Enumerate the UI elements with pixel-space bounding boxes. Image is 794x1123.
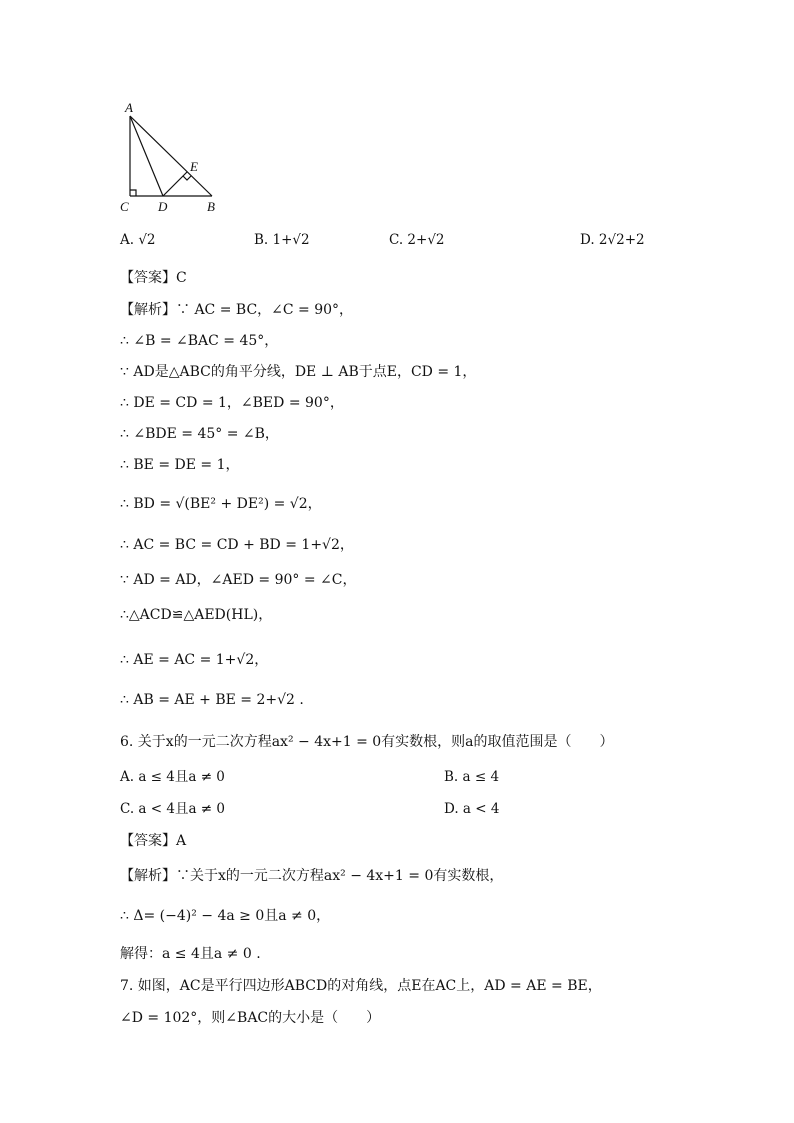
right-angle-mark-e [183,176,191,180]
q6-option-b: B. a ≤ 4 [444,769,500,785]
q5-option-b: B. 1+√2 [254,232,310,248]
q5-solution-line: ∵ AD = AD，∠AED = 90° = ∠C， [120,572,357,588]
q5-solution-line: 【解析】∵ AC = BC，∠C = 90°， [120,302,354,318]
q5-option-a: A. √2 [120,232,156,248]
triangle-figure [112,98,232,218]
q5-solution-line: ∴ AE = AC = 1+√2， [120,652,269,668]
q5-solution-line: ∴ AC = BC = CD + BD = 1+√2， [120,537,354,553]
label-d: D [158,199,168,214]
label-c: C [120,199,129,214]
segment-ab [130,116,212,196]
q5-option-c: C. 2+√2 [389,232,445,248]
q6-option-a: A. a ≤ 4且a ≠ 0 [120,769,225,785]
q7-question-line-2: ∠D = 102°，则∠BAC的大小是（ ） [120,1010,381,1026]
label-a: A [125,100,133,115]
q5-solution-line: ∴ BD = √(BE² + DE²) = √2， [120,496,322,512]
q6-option-d: D. a < 4 [444,801,500,817]
q5-solution-line: ∴ BE = DE = 1， [120,457,240,473]
q5-solution-line: ∴ ∠BDE = 45° = ∠B， [120,426,279,442]
q5-solution-line: ∴ DE = CD = 1，∠BED = 90°， [120,395,344,411]
q6-option-c: C. a < 4且a ≠ 0 [120,801,225,817]
segment-ad [130,116,163,196]
q5-solution-line: ∴ AB = AE + BE = 2+√2 . [120,692,304,708]
label-b: B [207,199,215,214]
q7-question-line-1: 7. 如图，AC是平行四边形ABCD的对角线，点E在AC上，AD = AE = BE， [120,978,602,994]
q6-solution-line: 【解析】∵关于x的一元二次方程ax² − 4x+1 = 0有实数根， [120,868,504,884]
q6-solution-line: 解得：a ≤ 4且a ≠ 0 . [120,946,261,962]
q6-question: 6. 关于x的一元二次方程ax² − 4x+1 = 0有实数根，则a的取值范围是（ ） [120,734,614,750]
q5-solution-line: ∵ AD是△ABC的角平分线，DE ⊥ AB于点E，CD = 1， [120,364,477,380]
label-e: E [190,159,198,174]
q6-answer: 【答案】A [120,833,187,849]
right-angle-mark-c [130,190,136,196]
q5-option-d: D. 2√2+2 [580,232,645,248]
q6-solution-line: ∴ Δ= (−4)² − 4a ≥ 0且a ≠ 0， [120,908,331,924]
q5-answer: 【答案】C [120,270,187,286]
q5-solution-line: ∴△ACD≌△AED(HL)， [120,607,273,623]
q5-solution-line: ∴ ∠B = ∠BAC = 45°， [120,333,279,349]
